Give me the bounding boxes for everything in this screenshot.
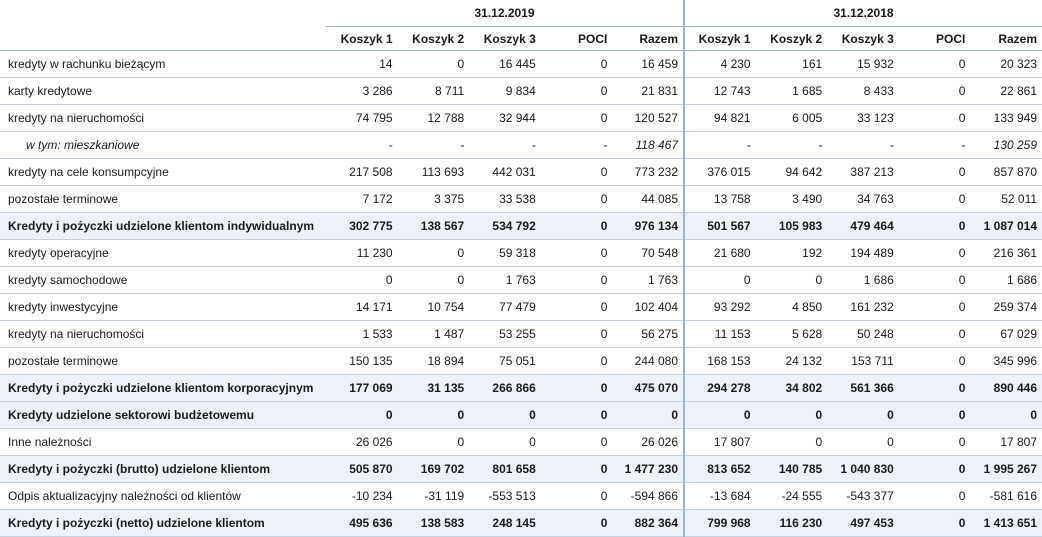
value-cell: 294 278 — [684, 375, 756, 402]
value-cell: 217 508 — [326, 159, 398, 186]
column-header: POCI — [899, 27, 971, 51]
value-cell: 33 538 — [469, 186, 541, 213]
value-cell: 5 628 — [756, 321, 828, 348]
value-cell: 0 — [541, 456, 613, 483]
value-cell: 153 711 — [827, 348, 899, 375]
table-row — [0, 375, 1042, 402]
value-cell: 0 — [326, 402, 398, 429]
table-row — [0, 267, 1042, 294]
value-cell: 0 — [899, 483, 971, 510]
value-cell: - — [398, 132, 470, 159]
value-cell: 77 479 — [469, 294, 541, 321]
value-cell: 1 477 230 — [612, 456, 684, 483]
value-cell: 0 — [899, 375, 971, 402]
table-row — [0, 429, 1042, 456]
value-cell: 1 040 830 — [827, 456, 899, 483]
row-label: kredyty na nieruchomości — [0, 321, 326, 348]
table-row — [0, 132, 1042, 159]
row-label: Kredyty i pożyczki udzielone klientom korporacyjnym — [0, 375, 326, 402]
value-cell: 0 — [899, 240, 971, 267]
column-header: Razem — [970, 27, 1042, 51]
table-row — [0, 348, 1042, 375]
value-cell: 8 433 — [827, 78, 899, 105]
table-row — [0, 78, 1042, 105]
value-cell: 3 375 — [398, 186, 470, 213]
value-cell: 1 686 — [827, 267, 899, 294]
value-cell: - — [827, 132, 899, 159]
column-header: Razem — [612, 27, 684, 51]
row-label: Kredyty udzielone sektorowi budżetowemu — [0, 402, 326, 429]
value-cell: 150 135 — [326, 348, 398, 375]
column-header: Koszyk 2 — [398, 27, 470, 51]
value-cell: 93 292 — [684, 294, 756, 321]
value-cell: 53 255 — [469, 321, 541, 348]
value-cell: 0 — [541, 483, 613, 510]
column-header: Koszyk 3 — [469, 27, 541, 51]
value-cell: 6 005 — [756, 105, 828, 132]
value-cell: 32 944 — [469, 105, 541, 132]
value-cell: 248 145 — [469, 510, 541, 537]
value-cell: 0 — [756, 429, 828, 456]
value-cell: 50 248 — [827, 321, 899, 348]
value-cell: 34 802 — [756, 375, 828, 402]
value-cell: 116 230 — [756, 510, 828, 537]
value-cell: 3 490 — [756, 186, 828, 213]
value-cell: 0 — [827, 429, 899, 456]
value-cell: 13 758 — [684, 186, 756, 213]
value-cell: 0 — [541, 402, 613, 429]
value-cell: 113 693 — [398, 159, 470, 186]
value-cell: 1 533 — [326, 321, 398, 348]
value-cell: 0 — [899, 294, 971, 321]
row-label: kredyty inwestycyjne — [0, 294, 326, 321]
table-row — [0, 186, 1042, 213]
value-cell: 0 — [541, 51, 613, 78]
row-label: kredyty w rachunku bieżącym — [0, 51, 326, 78]
row-label: kredyty na cele konsumpcyjne — [0, 159, 326, 186]
value-cell: 22 861 — [970, 78, 1042, 105]
table-row — [0, 510, 1042, 537]
value-cell: 501 567 — [684, 213, 756, 240]
value-cell: 15 932 — [827, 51, 899, 78]
value-cell: 216 361 — [970, 240, 1042, 267]
value-cell: 345 996 — [970, 348, 1042, 375]
period-header-row — [0, 0, 1042, 27]
value-cell: 505 870 — [326, 456, 398, 483]
value-cell: 259 374 — [970, 294, 1042, 321]
column-header: POCI — [541, 27, 613, 51]
value-cell: 118 467 — [612, 132, 684, 159]
value-cell: 59 318 — [469, 240, 541, 267]
row-label: Inne należności — [0, 429, 326, 456]
value-cell: 26 026 — [612, 429, 684, 456]
row-label: kredyty operacyjne — [0, 240, 326, 267]
value-cell: 1 763 — [612, 267, 684, 294]
value-cell: 773 232 — [612, 159, 684, 186]
value-cell: 31 135 — [398, 375, 470, 402]
value-cell: 11 230 — [326, 240, 398, 267]
value-cell: 376 015 — [684, 159, 756, 186]
row-label: Odpis aktualizacyjny należności od klientów — [0, 483, 326, 510]
value-cell: 14 171 — [326, 294, 398, 321]
value-cell: 561 366 — [827, 375, 899, 402]
value-cell: 192 — [756, 240, 828, 267]
value-cell: 497 453 — [827, 510, 899, 537]
value-cell: 0 — [899, 267, 971, 294]
value-cell: 0 — [899, 51, 971, 78]
value-cell: 0 — [541, 159, 613, 186]
value-cell: 0 — [541, 213, 613, 240]
value-cell: 302 775 — [326, 213, 398, 240]
value-cell: 0 — [899, 105, 971, 132]
value-cell: 105 983 — [756, 213, 828, 240]
value-cell: 133 949 — [970, 105, 1042, 132]
value-cell: 130 259 — [970, 132, 1042, 159]
value-cell: 0 — [541, 240, 613, 267]
value-cell: 0 — [541, 348, 613, 375]
value-cell: 244 080 — [612, 348, 684, 375]
row-label: kredyty na nieruchomości — [0, 105, 326, 132]
value-cell: 16 459 — [612, 51, 684, 78]
value-cell: 161 — [756, 51, 828, 78]
value-cell: 0 — [899, 78, 971, 105]
value-cell: 17 807 — [970, 429, 1042, 456]
value-cell: 0 — [326, 267, 398, 294]
value-cell: - — [684, 132, 756, 159]
value-cell: 0 — [541, 429, 613, 456]
period-header-2018: 31.12.2018 — [684, 0, 1042, 27]
value-cell: 0 — [756, 402, 828, 429]
value-cell: 21 680 — [684, 240, 756, 267]
value-cell: 475 070 — [612, 375, 684, 402]
value-cell: 0 — [827, 402, 899, 429]
table-row — [0, 294, 1042, 321]
table-header — [0, 0, 1042, 51]
row-label: Kredyty i pożyczki (brutto) udzielone klientom — [0, 456, 326, 483]
table-row — [0, 213, 1042, 240]
period-header-2019: 31.12.2019 — [326, 0, 684, 27]
value-cell: 1 995 267 — [970, 456, 1042, 483]
value-cell: -581 616 — [970, 483, 1042, 510]
value-cell: 857 870 — [970, 159, 1042, 186]
row-label: pozostałe terminowe — [0, 348, 326, 375]
value-cell: 1 487 — [398, 321, 470, 348]
value-cell: 0 — [398, 51, 470, 78]
value-cell: 0 — [899, 159, 971, 186]
header-blank-cell — [0, 0, 326, 27]
value-cell: 12 788 — [398, 105, 470, 132]
value-cell: 1 685 — [756, 78, 828, 105]
table-body — [0, 51, 1042, 537]
value-cell: - — [756, 132, 828, 159]
value-cell: 3 286 — [326, 78, 398, 105]
row-label: Kredyty i pożyczki udzielone klientom indywidualnym — [0, 213, 326, 240]
table-row — [0, 159, 1042, 186]
value-cell: 0 — [541, 105, 613, 132]
value-cell: 140 785 — [756, 456, 828, 483]
value-cell: 0 — [756, 267, 828, 294]
value-cell: 20 323 — [970, 51, 1042, 78]
value-cell: 0 — [541, 186, 613, 213]
table-row — [0, 483, 1042, 510]
table-row — [0, 402, 1042, 429]
value-cell: 102 404 — [612, 294, 684, 321]
value-cell: 976 134 — [612, 213, 684, 240]
value-cell: 1 087 014 — [970, 213, 1042, 240]
value-cell: 52 011 — [970, 186, 1042, 213]
value-cell: - — [541, 132, 613, 159]
value-cell: 882 364 — [612, 510, 684, 537]
value-cell: 11 153 — [684, 321, 756, 348]
value-cell: - — [326, 132, 398, 159]
table-row — [0, 105, 1042, 132]
value-cell: 169 702 — [398, 456, 470, 483]
value-cell: 0 — [541, 267, 613, 294]
value-cell: 0 — [899, 402, 971, 429]
value-cell: 168 153 — [684, 348, 756, 375]
value-cell: 0 — [899, 348, 971, 375]
value-cell: 387 213 — [827, 159, 899, 186]
value-cell: -543 377 — [827, 483, 899, 510]
value-cell: 4 230 — [684, 51, 756, 78]
value-cell: 9 834 — [469, 78, 541, 105]
value-cell: 94 642 — [756, 159, 828, 186]
value-cell: 138 567 — [398, 213, 470, 240]
column-header: Koszyk 2 — [756, 27, 828, 51]
value-cell: 495 636 — [326, 510, 398, 537]
value-cell: 479 464 — [827, 213, 899, 240]
value-cell: 0 — [899, 321, 971, 348]
value-cell: - — [899, 132, 971, 159]
value-cell: 442 031 — [469, 159, 541, 186]
value-cell: 0 — [469, 429, 541, 456]
value-cell: 0 — [541, 510, 613, 537]
value-cell: -24 555 — [756, 483, 828, 510]
value-cell: 0 — [684, 267, 756, 294]
column-header: Koszyk 3 — [827, 27, 899, 51]
row-label: pozostałe terminowe — [0, 186, 326, 213]
value-cell: -10 234 — [326, 483, 398, 510]
row-label: w tym: mieszkaniowe — [0, 132, 326, 159]
value-cell: 799 968 — [684, 510, 756, 537]
value-cell: 0 — [899, 213, 971, 240]
value-cell: -13 684 — [684, 483, 756, 510]
table-row — [0, 51, 1042, 78]
value-cell: -31 119 — [398, 483, 470, 510]
row-label: Kredyty i pożyczki (netto) udzielone klientom — [0, 510, 326, 537]
row-label: karty kredytowe — [0, 78, 326, 105]
value-cell: - — [469, 132, 541, 159]
value-cell: 534 792 — [469, 213, 541, 240]
value-cell: 0 — [899, 186, 971, 213]
value-cell: 194 489 — [827, 240, 899, 267]
value-cell: 4 850 — [756, 294, 828, 321]
value-cell: 801 658 — [469, 456, 541, 483]
value-cell: 16 445 — [469, 51, 541, 78]
value-cell: 0 — [541, 294, 613, 321]
value-cell: 177 069 — [326, 375, 398, 402]
value-cell: 0 — [684, 402, 756, 429]
value-cell: 75 051 — [469, 348, 541, 375]
row-label: kredyty samochodowe — [0, 267, 326, 294]
column-header-row — [0, 27, 1042, 51]
value-cell: 1 763 — [469, 267, 541, 294]
value-cell: 12 743 — [684, 78, 756, 105]
value-cell: 0 — [398, 267, 470, 294]
value-cell: 1 413 651 — [970, 510, 1042, 537]
value-cell: 7 172 — [326, 186, 398, 213]
header-blank-cell — [0, 27, 326, 51]
value-cell: 94 821 — [684, 105, 756, 132]
value-cell: 26 026 — [326, 429, 398, 456]
value-cell: 0 — [541, 321, 613, 348]
value-cell: 0 — [899, 510, 971, 537]
value-cell: 74 795 — [326, 105, 398, 132]
value-cell: 21 831 — [612, 78, 684, 105]
value-cell: 0 — [899, 429, 971, 456]
value-cell: 0 — [469, 402, 541, 429]
value-cell: 8 711 — [398, 78, 470, 105]
value-cell: 266 866 — [469, 375, 541, 402]
value-cell: 17 807 — [684, 429, 756, 456]
value-cell: 0 — [970, 402, 1042, 429]
table-row — [0, 456, 1042, 483]
value-cell: 10 754 — [398, 294, 470, 321]
value-cell: 0 — [398, 402, 470, 429]
value-cell: 1 686 — [970, 267, 1042, 294]
column-header: Koszyk 1 — [326, 27, 398, 51]
value-cell: 813 652 — [684, 456, 756, 483]
value-cell: 0 — [398, 429, 470, 456]
value-cell: 18 894 — [398, 348, 470, 375]
value-cell: 44 085 — [612, 186, 684, 213]
value-cell: 24 132 — [756, 348, 828, 375]
value-cell: 890 446 — [970, 375, 1042, 402]
column-header: Koszyk 1 — [684, 27, 756, 51]
value-cell: 0 — [541, 375, 613, 402]
value-cell: 161 232 — [827, 294, 899, 321]
value-cell: -553 513 — [469, 483, 541, 510]
value-cell: 70 548 — [612, 240, 684, 267]
value-cell: 14 — [326, 51, 398, 78]
value-cell: 0 — [612, 402, 684, 429]
value-cell: 138 583 — [398, 510, 470, 537]
value-cell: 0 — [899, 456, 971, 483]
table-row — [0, 321, 1042, 348]
value-cell: 0 — [541, 78, 613, 105]
value-cell: 33 123 — [827, 105, 899, 132]
value-cell: 56 275 — [612, 321, 684, 348]
value-cell: 120 527 — [612, 105, 684, 132]
table-row — [0, 240, 1042, 267]
value-cell: 34 763 — [827, 186, 899, 213]
value-cell: 67 029 — [970, 321, 1042, 348]
value-cell: 0 — [398, 240, 470, 267]
value-cell: -594 866 — [612, 483, 684, 510]
